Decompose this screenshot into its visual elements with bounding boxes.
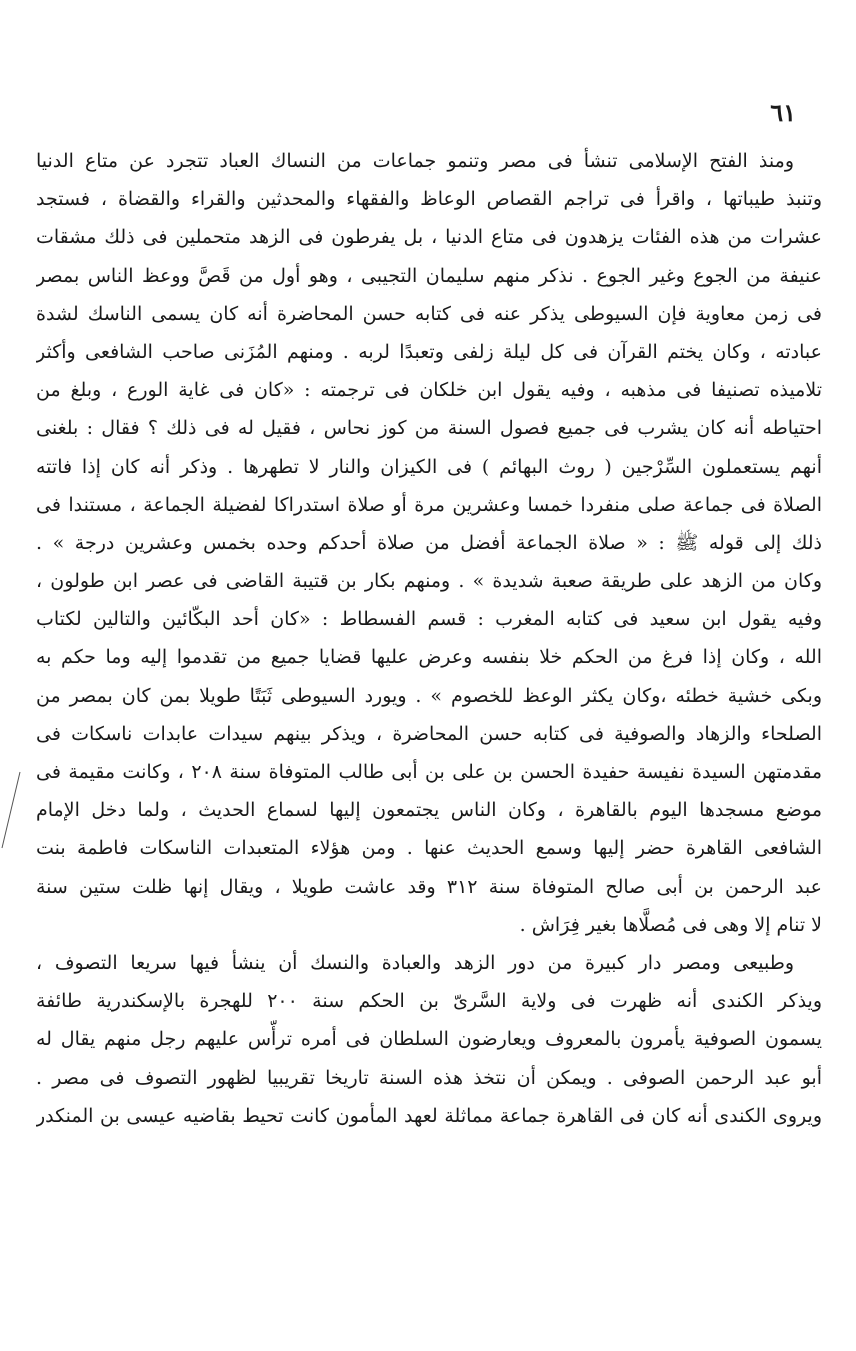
text-line: ويذكر الكندى أنه ظهرت فى ولاية السَّرىّ بن الحكم سنة ٢٠٠ للهجرة بالإسكندرية طائفة xyxy=(36,990,822,1013)
text-line: عشرات من هذه الفئات يزهدون فى متاع الدنيا ، بل يفرطون فى الزهد متحملين فى ذلك مشقات xyxy=(36,226,822,249)
text-line: مقدمتهن السيدة نفيسة حفيدة الحسن بن على بن أبى طالب المتوفاة سنة ٢٠٨ ، وكانت مقيمة فى xyxy=(36,761,822,783)
text-line: أنهم يستعملون السِّرْجين ( روث البهائم ) فى الكيزان والنار لا تطهرها . وذكر أنه كان إذا فاتته xyxy=(36,455,822,478)
text-line: وكان من الزهد على طريقة صعبة شديدة » . ومنهم بكار بن قتيبة القاضى فى عصر ابن طولون ، xyxy=(36,570,822,593)
text-line: موضع مسجدها اليوم بالقاهرة ، وكان الناس يجتمعون إليها لسماع الحديث ، ولما دخل الإمام xyxy=(36,799,822,822)
text-line: عبد الرحمن بن أبى صالح المتوفاة سنة ٣١٢ وقد عاشت طويلا ، ويقال إنها ظلت ستين سنة xyxy=(36,875,822,898)
text-line: الله ، وكان إذا فرغ من الحكم خلا بنفسه وعرض عليها قضايا جميع من تقدموا إليه وما حكم به xyxy=(36,646,822,669)
paragraph-2 xyxy=(36,944,822,1135)
text-line: عبادته ، وكان يختم القرآن فى كل ليلة زلفى وتعبدًا لربه . ومنهم المُزَنى صاحب الشافعى وأكثر xyxy=(36,340,822,363)
paragraph-1 xyxy=(36,142,822,944)
text-line: الصلاة فى جماعة صلى منفردا خمسا وعشرين مرة أو صلاة استدراكا لفضيلة الجماعة ، مستندا فى xyxy=(36,493,822,516)
text-line: ذلك إلى قوله ﷺ : « صلاة الجماعة أفضل من صلاة أحدكم وحده بخمس وعشرين درجة » . xyxy=(36,531,822,554)
text-line: وتنبذ طيباتها ، واقرأ فى تراجم القصاص الوعاظ والفقهاء والمحدثين والقراء والقضاة ، فستجد xyxy=(36,188,822,211)
text-line: تلاميذه تصنيفا فى مذهبه ، وفيه يقول ابن خلكان فى ترجمته : «كان فى غاية الورع ، وبلغ من xyxy=(36,379,822,402)
text-line: يسمون الصوفية يأمرون بالمعروف ويعارضون السلطان فى أمره ترأَّس عليهم رجل منهم يقال له xyxy=(36,1028,822,1051)
text-line: وفيه يقول ابن سعيد فى كتابه المغرب : قسم الفسطاط : «كان أحد البكّائين والتالين لكتاب xyxy=(36,608,822,631)
text-line: ويروى الكندى أنه كان فى القاهرة جماعة مماثلة لعهد المأمون كانت تحيط بقاضيه عيسى بن المنكدر xyxy=(36,1104,822,1127)
text-line: الصلحاء والزهاد والصوفية فى كتابه حسن المحاضرة ، ويذكر بينهم سيدات عابدات ناسكات فى xyxy=(36,722,822,745)
text-line: احتياطه أنه كان يشرب فى جميع فصول السنة من كوز نحاس ، فقيل له فى ذلك ؟ فقال : بلغنى xyxy=(36,417,822,440)
text-line: وبكى خشية خطئه ،وكان يكثر الوعظ للخصوم » . ويورد السيوطى ثَبَتًا طويلا بمن كان بمصر من xyxy=(36,684,822,707)
body-text xyxy=(36,142,822,1135)
text-line: فى زمن معاوية فإن السيوطى يذكر عنه فى كتابه حسن المحاضرة أنه كان يسمى الناسك لشدة xyxy=(36,302,822,325)
margin-pen-stroke xyxy=(0,770,22,850)
text-line: ومنذ الفتح الإسلامى تنشأ فى مصر وتنمو جماعات من النساك العباد تتجرد عن متاع الدنيا xyxy=(36,150,794,172)
text-line: الشافعى القاهرة حضر إليها وسمع الحديث عنها . ومن هؤلاء المتعبدات الناسكات فاطمة بنت xyxy=(36,837,822,860)
text-line: لا تنام إلا وهى فى مُصلَّاها بغير فِرَاش . xyxy=(519,913,822,936)
page-number: ٦١ xyxy=(770,98,796,127)
text-line: عنيفة من الجوع وغير الجوع . نذكر منهم سليمان التجيبى ، وهو أول من قَصَّ ووعظ الناس بمصر xyxy=(36,264,822,287)
text-line: أبو عبد الرحمن الصوفى . ويمكن أن نتخذ هذه السنة تاريخا تقريبيا لظهور التصوف فى مصر . xyxy=(36,1066,822,1089)
text-line: وطبيعى ومصر دار كبيرة من دور الزهد والعبادة والنسك أن ينشأ فيها سريعا التصوف ، xyxy=(36,951,794,974)
